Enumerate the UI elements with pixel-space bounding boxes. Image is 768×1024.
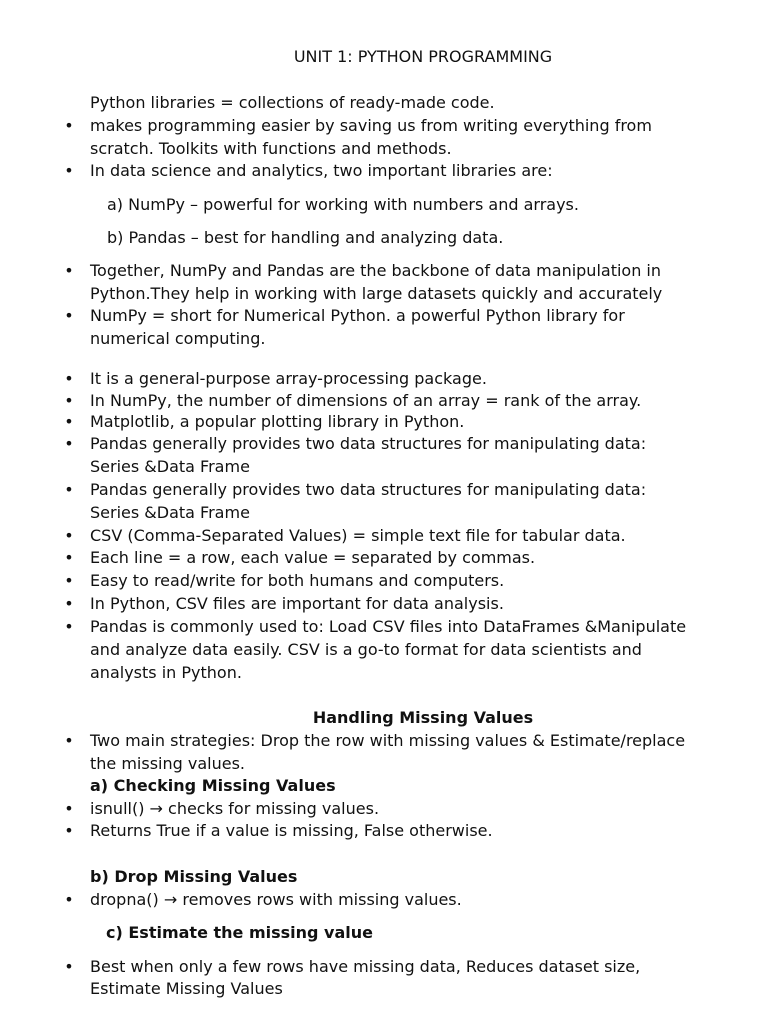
list-item-text: Easy to read/write for both humans and computers.	[90, 571, 505, 590]
list-item-text: Estimate Missing Values	[90, 979, 283, 998]
bullet-icon: •	[64, 890, 74, 909]
list-item-text: In NumPy, the number of dimensions of an array = rank of the array.	[90, 391, 642, 410]
list-item-text: scratch. Toolkits with functions and methods.	[90, 139, 452, 158]
list-item-text: Pandas generally provides two data structures for manipulating data:	[90, 434, 647, 453]
list-item-text: It is a general-purpose array-processing package.	[90, 369, 487, 388]
list-item-text: Matplotlib, a popular plotting library in Python.	[90, 412, 465, 431]
bullet-icon: •	[64, 821, 74, 840]
bullet-icon: •	[64, 957, 74, 976]
bullet-icon: •	[64, 571, 74, 590]
subheading-checking: a) Checking Missing Values	[90, 776, 336, 795]
list-item-text: Best when only a few rows have missing data, Reduces dataset size,	[90, 957, 641, 976]
bullet-icon: •	[64, 116, 74, 135]
bullet-icon: •	[64, 480, 74, 499]
list-item-text: the missing values.	[90, 754, 245, 773]
bullet-icon: •	[64, 161, 74, 180]
list-item-text: Series &Data Frame	[90, 503, 250, 522]
bullet-icon: •	[64, 548, 74, 567]
bullet-icon: •	[64, 799, 74, 818]
list-item-text: makes programming easier by saving us from writing everything from	[90, 116, 652, 135]
list-item-text: Returns True if a value is missing, False otherwise.	[90, 821, 493, 840]
list-item-text: Together, NumPy and Pandas are the backbone of data manipulation in	[90, 261, 662, 280]
list-item-text: Each line = a row, each value = separated by commas.	[90, 548, 536, 567]
list-item-text: CSV (Comma-Separated Values) = simple text file for tabular data.	[90, 526, 626, 545]
bullet-icon: •	[64, 261, 74, 280]
subheading-drop: b) Drop Missing Values	[90, 867, 298, 886]
list-item-text: Two main strategies: Drop the row with missing values & Estimate/replace	[90, 731, 686, 750]
page-title: UNIT 1: PYTHON PROGRAMMING	[293, 47, 553, 66]
list-item-text: In Python, CSV files are important for data analysis.	[90, 594, 504, 613]
bullet-icon: •	[64, 526, 74, 545]
library-item-b: b) Pandas – best for handling and analyzing data.	[107, 228, 504, 247]
bullet-icon: •	[64, 369, 74, 388]
bullet-icon: •	[64, 731, 74, 750]
list-item-text: In data science and analytics, two important libraries are:	[90, 161, 553, 180]
library-item-a: a) NumPy – powerful for working with numbers and arrays.	[107, 195, 579, 214]
list-item-text: isnull() → checks for missing values.	[90, 799, 380, 818]
list-item-text: NumPy = short for Numerical Python. a powerful Python library for	[90, 306, 625, 325]
bullet-icon: •	[64, 434, 74, 453]
list-item-text: Pandas is commonly used to: Load CSV files into DataFrames &Manipulate	[90, 617, 687, 636]
list-item-text: analysts in Python.	[90, 663, 242, 682]
list-item-text: dropna() → removes rows with missing values.	[90, 890, 462, 909]
bullet-icon: •	[64, 594, 74, 613]
list-item-text: Python.They help in working with large datasets quickly and accurately	[90, 284, 663, 303]
list-item-text: Pandas generally provides two data structures for manipulating data:	[90, 480, 647, 499]
bullet-icon: •	[64, 617, 74, 636]
section-heading-missing-values: Handling Missing Values	[312, 708, 534, 727]
list-item-text: and analyze data easily. CSV is a go-to format for data scientists and	[90, 640, 642, 659]
list-item-text: Series &Data Frame	[90, 457, 250, 476]
subheading-estimate: c) Estimate the missing value	[106, 923, 374, 942]
bullet-icon: •	[64, 306, 74, 325]
bullet-icon: •	[64, 391, 74, 410]
list-item-text: numerical computing.	[90, 329, 266, 348]
intro-line: Python libraries = collections of ready-made code.	[90, 93, 495, 112]
bullet-icon: •	[64, 412, 74, 431]
